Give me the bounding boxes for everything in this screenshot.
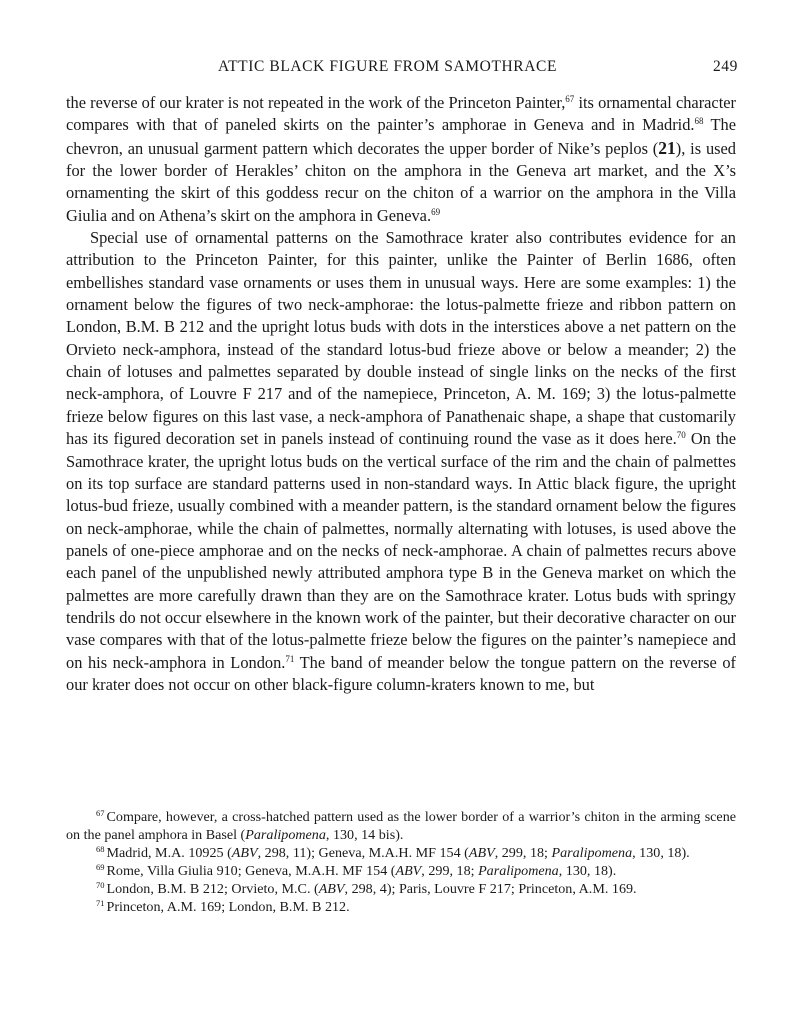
- text-run: The chevron, an unusual garment pattern which decorates the upper border of Nike’s peplos (: [66, 115, 736, 158]
- note-text: London, B.M. B 212; Orvieto, M.C. (: [106, 881, 319, 898]
- note-text: Compare, however, a cross-hatched pattern used as the lower border of a warrior’s chiton in the arming scene on the panel amphora in Basel (: [66, 809, 736, 844]
- note-text: Princeton, A.M. 169; London, B.M. B 212.: [106, 899, 350, 916]
- text-run: Special use of ornamental patterns on the Samothrace krater also contributes evidence for an attribution to the Princeton Painter, for this painter, unlike the Painter of Berlin 1686, often embellishes standard vase ornaments or uses them in unusual ways. Here are some examples: 1) the ornament below the figures of two neck-amphorae: the lotus-palmette frieze and ribbon pattern on London, B.M. B 212 and the upright lotus buds with dots in the interstices above a net pattern on the Orvieto neck-amphora, instead of the standard lotus-bud frieze above or below a meander; 2) the chain of lotuses and palmettes separated by double instead of single links on the necks of the first neck-amphora, of Louvre F 217 and of the namepiece, Princeton, A. M. 169; 3) the lotus-palmette frieze below figures on this last vase, a neck-amphora of Panathenaic shape, a shape that customarily has its figured decoration set in panels instead of continuing round the vase as it does here.: [66, 228, 736, 449]
- text-run: its ornamental character compares with that of paneled skirts on the painter’s amphorae in Geneva and in Madrid.: [66, 93, 736, 135]
- figure-reference: 21: [658, 137, 676, 158]
- note-text: , 130, 18).: [558, 863, 617, 880]
- paragraph-2: [66, 227, 736, 696]
- paragraph-1: [66, 92, 736, 227]
- note-text: Rome, Villa Giulia 910; Geneva, M.A.H. MF 154 (: [106, 863, 396, 880]
- note-italic-title: Paralipomena: [245, 827, 326, 844]
- footnote-69: [66, 862, 736, 880]
- footnote-marker: 68: [96, 844, 105, 855]
- text-run: The band of meander below the tongue pattern on the reverse of our krater does not occur on other black-figure column-kraters known to me, but: [66, 652, 736, 694]
- note-text: , 130, 18).: [632, 845, 690, 862]
- footnote-ref-70[interactable]: 70: [676, 430, 686, 441]
- note-italic-title: Paralipomena: [478, 863, 559, 880]
- note-text: , 130, 14 bis).: [325, 827, 404, 844]
- note-italic-title: ABV: [318, 881, 345, 898]
- footnote-ref-71[interactable]: 71: [285, 653, 295, 664]
- note-italic-title: ABV: [231, 845, 258, 862]
- running-head: ATTIC BLACK FIGURE FROM SAMOTHRACE: [218, 58, 558, 75]
- footnote-ref-68[interactable]: 68: [694, 116, 704, 127]
- footnote-67: [66, 808, 736, 844]
- note-italic-title: ABV: [395, 863, 422, 880]
- text-run: the reverse of our krater is not repeated in the work of the Princeton Painter,: [66, 93, 566, 112]
- footnote-marker: 70: [96, 880, 105, 891]
- footnote-71: [66, 898, 736, 916]
- footnotes: [66, 808, 736, 917]
- footnote-68: [66, 844, 736, 862]
- note-text: , 299, 18;: [494, 845, 552, 862]
- page-header: [68, 58, 738, 80]
- note-italic-title: Paralipomena: [551, 845, 633, 862]
- note-italic-title: ABV: [468, 845, 495, 862]
- footnote-marker: 69: [96, 862, 105, 873]
- note-text: , 298, 4); Paris, Louvre F 217; Princeton, A.M. 169.: [344, 881, 637, 898]
- footnote-marker: 67: [96, 808, 105, 818]
- footnote-marker: 71: [96, 898, 105, 909]
- note-text: , 298, 11); Geneva, M.A.H. MF 154 (: [257, 845, 469, 862]
- text-run: ), is used for the lower border of Herakles’ chiton on the amphora in the Geneva art market, and the X’s ornamenting the skirt of this goddess recur on the chiton of a warrior on the amphora in the Villa Giulia and on Athena’s skirt on the amphora in Geneva.: [66, 138, 736, 225]
- note-text: Madrid, M.A. 10925 (: [106, 845, 232, 862]
- body-text: [66, 92, 736, 696]
- page-number: 249: [712, 58, 738, 75]
- footnote-ref-69[interactable]: 69: [431, 206, 441, 217]
- footnote-ref-67[interactable]: 67: [565, 94, 575, 104]
- text-run: On the Samothrace krater, the upright lotus buds on the vertical surface of the rim and the chain of palmettes on its top surface are standard patterns used in non-standard ways. In Attic black figure, the upright lotus-bud frieze, usually combined with a meander pattern, is the standard ornament below the figures on neck-amphorae, while the chain of palmettes, normally alternating with lotuses, is used above the panels of one-piece amphorae and on the necks of neck-amphorae. A chain of palmettes recurs above each panel of the unpublished newly attributed amphora type B in the Geneva market on which the palmettes are more carefully drawn than they are on the Samothrace krater. Lotus buds with springy tendrils do not occur elsewhere in the known work of the painter, but their decorative character on our vase compares with that of the lotus-palmette frieze below the figures on the painter’s namepiece and on his neck-amphora in London.: [66, 429, 736, 672]
- footnote-70: [66, 880, 736, 898]
- note-text: , 299, 18;: [421, 863, 479, 880]
